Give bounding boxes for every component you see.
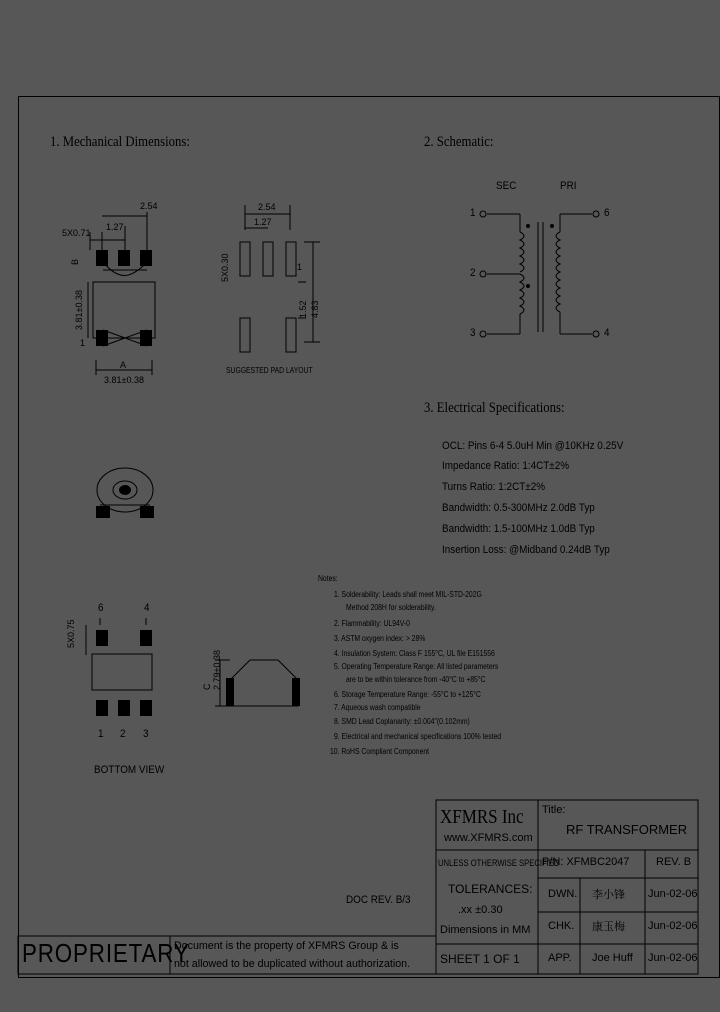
schematic-pin-2: 2 <box>470 267 476 279</box>
unless-specified: UNLESS OTHERWISE SPECIFIED <box>438 858 560 868</box>
title-label: Title: <box>542 804 566 816</box>
note-item: 5. Operating Temperature Range: All listed parameters <box>334 662 499 671</box>
dim-label-a: A <box>120 360 127 370</box>
schematic-pin-3: 3 <box>470 327 476 339</box>
bottom-view-body <box>92 654 152 690</box>
spec-impedance: Impedance Ratio: 1:4CT±2% <box>442 460 570 472</box>
dim-pin-pitch: 1.27 <box>106 222 124 232</box>
schematic-pri: PRI <box>560 180 577 192</box>
dimensions-unit: Dimensions in MM <box>440 924 531 936</box>
company-name: XFMRS Inc <box>440 806 524 828</box>
note-item: 1. Solderability: Leads shall meet MIL-STD-202G <box>334 590 482 599</box>
app-label: APP. <box>548 952 572 964</box>
schematic-pin-1: 1 <box>470 207 476 219</box>
pad-pitch: 2.54 <box>258 202 276 212</box>
dim-pin-width: 5X0.71 <box>62 228 91 238</box>
app-date: Jun-02-06 <box>648 952 698 964</box>
dwn-signature: 李小锋 <box>592 889 625 901</box>
doc-rev: DOC REV. B/3 <box>346 894 411 906</box>
proprietary-line-2: not allowed to be duplicated without authorization. <box>174 958 411 970</box>
chk-signature: 康玉梅 <box>592 921 625 933</box>
pad-dim-483: 4.83 <box>310 300 320 318</box>
electrical-heading: 3. Electrical Specifications: <box>424 400 565 416</box>
note-item: are to be within tolerance from -40°C to +85°C <box>346 675 486 684</box>
side-profile <box>230 660 298 706</box>
mechanical-heading: 1. Mechanical Dimensions: <box>50 134 190 150</box>
component-top-body <box>93 282 155 338</box>
spec-ocl: OCL: Pins 6-4 5.0uH Min @10KHz 0.25V <box>442 440 624 452</box>
dim-pin1: 1 <box>80 338 86 348</box>
chk-date: Jun-02-06 <box>648 920 698 932</box>
dim-width-a: 3.81±0.38 <box>104 375 144 385</box>
bottom-pin-3: 3 <box>143 728 149 740</box>
sheet-number: SHEET 1 OF 1 <box>440 952 520 966</box>
schematic-sec: SEC <box>496 180 517 192</box>
note-item: 4. Insulation System: Class F 155°C, UL file E151556 <box>334 649 495 658</box>
side-dim: 2.79±0.38 <box>212 650 222 690</box>
pad-pin1: 1 <box>297 262 303 272</box>
dwn-label: DWN. <box>548 888 578 900</box>
bottom-pin-2: 2 <box>120 728 126 740</box>
pad-size: 5X0.30 <box>220 253 230 282</box>
bottom-pad-dim: 5X0.75 <box>66 619 76 648</box>
note-item: 6. Storage Temperature Range: -55°C to +125°C <box>334 690 481 699</box>
dim-pitch-top: 2.54 <box>140 201 158 211</box>
proprietary-label: PROPRIETARY <box>22 938 190 968</box>
note-item: 9. Electrical and mechanical specifications 100% tested <box>334 732 502 741</box>
notes-title: Notes: <box>318 574 338 583</box>
bottom-pin-6: 6 <box>98 602 104 614</box>
app-name: Joe Huff <box>592 952 633 964</box>
note-item: 2. Flammability: UL94V-0 <box>334 619 410 628</box>
bottom-pin-1: 1 <box>98 728 104 740</box>
side-label-c: C <box>202 683 212 690</box>
spec-bandwidth-1: Bandwidth: 0.5-300MHz 2.0dB Typ <box>442 502 595 514</box>
tolerances-value: .xx ±0.30 <box>458 904 503 916</box>
bottom-pin-4: 4 <box>144 602 150 614</box>
bottom-view-label: BOTTOM VIEW <box>94 764 165 776</box>
title-value: RF TRANSFORMER <box>566 822 688 837</box>
chk-label: CHK. <box>548 920 575 932</box>
pad-half-pitch: 1.27 <box>254 217 272 227</box>
note-item: 7. Aqueous wash compatible <box>334 703 421 712</box>
spec-bandwidth-2: Bandwidth: 1.5-100MHz 1.0dB Typ <box>442 523 595 535</box>
note-item: 10. RoHS Compliant Component <box>330 747 430 756</box>
dwn-date: Jun-02-06 <box>648 888 698 900</box>
company-website[interactable]: www.XFMRS.com <box>444 832 533 844</box>
schematic-pin-4: 4 <box>604 327 610 339</box>
schematic-heading: 2. Schematic: <box>424 134 494 150</box>
schematic-pin-6: 6 <box>604 207 610 219</box>
spec-insertion-loss: Insertion Loss: @Midband 0.24dB Typ <box>442 544 610 556</box>
tolerances-label: TOLERANCES: <box>448 882 533 896</box>
revision: REV. B <box>656 856 692 868</box>
dim-label-b: B <box>70 258 80 265</box>
pad-dim-152: 1.52 <box>298 300 308 318</box>
dim-height-b: 3.81±0.38 <box>74 290 84 330</box>
note-item: 3. ASTM oxygen index: > 28% <box>334 634 426 643</box>
part-number: P/N: XFMBC2047 <box>542 856 630 868</box>
note-item: 8. SMD Lead Coplanarity: ±0.004"(0.102mm) <box>334 717 470 726</box>
spec-turns: Turns Ratio: 1:2CT±2% <box>442 481 546 493</box>
proprietary-line-1: Document is the property of XFMRS Group & is <box>174 940 399 952</box>
note-item: Method 208H for solderability. <box>346 603 436 612</box>
pad-caption: SUGGESTED PAD LAYOUT <box>226 366 313 375</box>
